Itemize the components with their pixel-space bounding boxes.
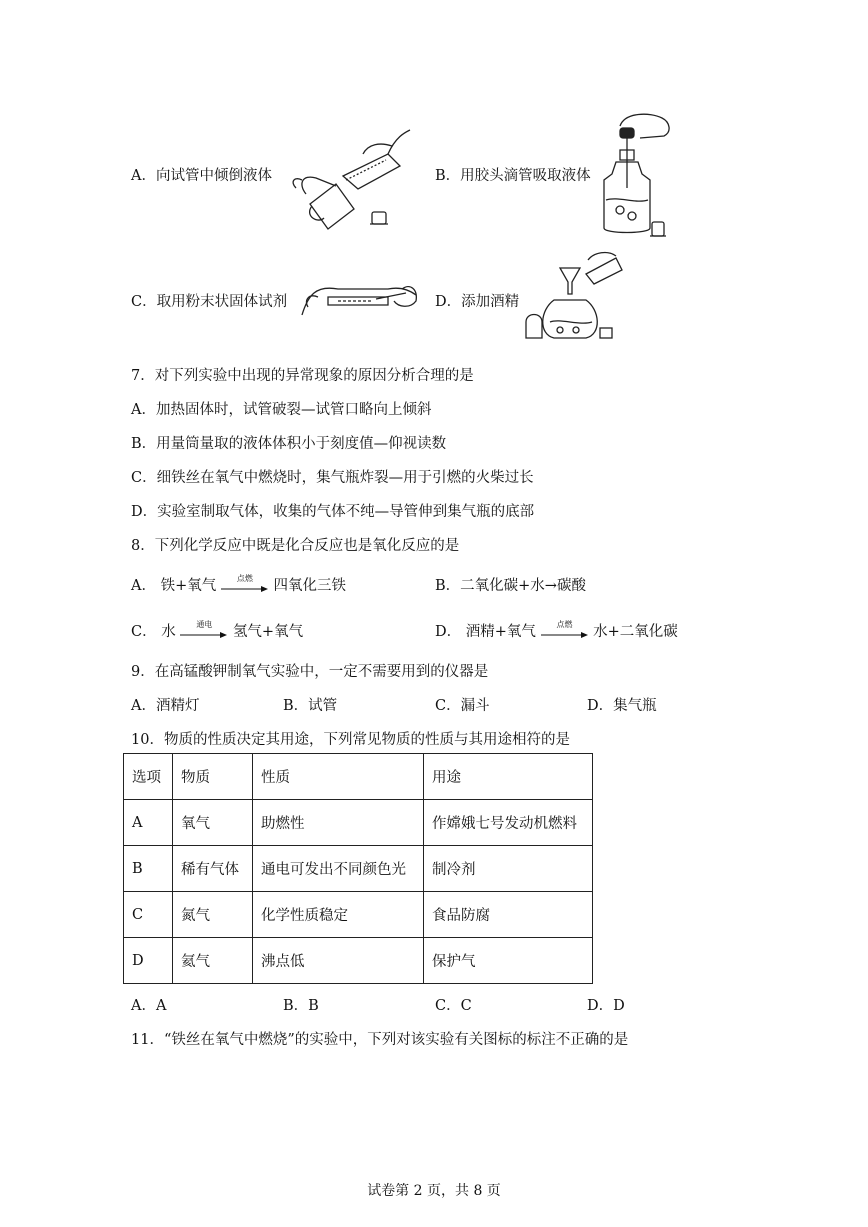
q8-option-d-reactants: D． 酒精+氧气 — [435, 624, 536, 640]
q10-stem: 10．物质的性质决定其用途，下列常见物质的性质与其用途相符的是 — [131, 732, 570, 748]
reaction-condition: 点燃 — [556, 620, 573, 629]
table-cell: D — [124, 938, 173, 984]
table-cell: 沸点低 — [253, 938, 424, 984]
q8-option-d — [435, 620, 678, 642]
dropper-bottle-illustration — [600, 110, 678, 245]
q8-option-d-products: 水+二氧化碳 — [593, 624, 678, 640]
table-cell: 氦气 — [173, 938, 253, 984]
table-header-cell: 性质 — [253, 754, 424, 800]
table-cell: B — [124, 846, 173, 892]
q10-table — [123, 753, 593, 984]
q8-option-c-products: 氢气+氧气 — [232, 624, 304, 640]
table-cell: 稀有气体 — [173, 846, 253, 892]
table-cell: 制冷剂 — [424, 846, 593, 892]
q6-option-c: C．取用粉末状固体试剂 — [131, 294, 288, 310]
powder-spatula-illustration — [298, 275, 420, 319]
q9-stem: 9．在高锰酸钾制氧气实验中，一定不需要用到的仪器是 — [131, 664, 489, 680]
table-row — [124, 800, 593, 846]
table-cell: C — [124, 892, 173, 938]
q8-option-a-products: 四氧化三铁 — [273, 578, 346, 594]
table-cell: 食品防腐 — [424, 892, 593, 938]
table-header-cell: 物质 — [173, 754, 253, 800]
q7-option-c: C．细铁丝在氧气中燃烧时，集气瓶炸裂—用于引燃的火柴过长 — [131, 470, 534, 486]
q10-option-b: B．B — [283, 998, 319, 1014]
q6-option-a: A．向试管中倾倒液体 — [131, 168, 272, 184]
q6-option-b: B．用胶头滴管吸取液体 — [435, 168, 591, 184]
q7-option-b: B．用量筒量取的液体体积小于刻度值—仰视读数 — [131, 436, 447, 452]
table-cell: 助燃性 — [253, 800, 424, 846]
table-cell: 保护气 — [424, 938, 593, 984]
q7-option-d: D．实验室制取气体，收集的气体不纯—导管伸到集气瓶的底部 — [131, 504, 535, 520]
q8-option-b: B．二氧化碳+水→碳酸 — [435, 578, 586, 594]
q11-stem: 11．“铁丝在氧气中燃烧”的实验中，下列对该实验有关图标的标注不正确的是 — [131, 1032, 629, 1048]
table-cell: 氮气 — [173, 892, 253, 938]
reaction-arrow — [541, 622, 589, 642]
page-footer: 试卷第 2 页，共 8 页 — [367, 1183, 501, 1199]
pour-liquid-into-test-tube-illustration — [288, 124, 413, 232]
add-alcohol-to-lamp-illustration — [520, 250, 625, 342]
q8-stem: 8．下列化学反应中既是化合反应也是氧化反应的是 — [131, 538, 460, 554]
table-row — [124, 846, 593, 892]
q8-option-c — [131, 620, 303, 642]
q7-option-a: A．加热固体时，试管破裂—试管口略向上倾斜 — [131, 402, 432, 418]
reaction-condition: 点燃 — [236, 574, 253, 583]
q8-option-a — [131, 574, 346, 596]
q9-option-c: C．漏斗 — [435, 698, 490, 714]
table-header-cell: 用途 — [424, 754, 593, 800]
q8-option-c-reactants: C． 水 — [131, 624, 176, 640]
q9-option-d: D．集气瓶 — [587, 698, 657, 714]
table-header-row — [124, 754, 593, 800]
q6-option-d: D．添加酒精 — [435, 294, 520, 310]
q9-option-b: B．试管 — [283, 698, 338, 714]
table-cell: 通电可发出不同颜色光 — [253, 846, 424, 892]
table-cell: 氧气 — [173, 800, 253, 846]
q9-option-a: A．酒精灯 — [131, 698, 200, 714]
table-cell: 化学性质稳定 — [253, 892, 424, 938]
reaction-arrow — [180, 622, 228, 642]
reaction-arrow — [221, 576, 269, 596]
reaction-condition: 通电 — [196, 620, 213, 629]
q7-stem: 7．对下列实验中出现的异常现象的原因分析合理的是 — [131, 368, 474, 384]
table-header-cell: 选项 — [124, 754, 173, 800]
table-row — [124, 938, 593, 984]
q10-option-a: A．A — [131, 998, 167, 1014]
table-cell: A — [124, 800, 173, 846]
q8-option-a-reactants: A． 铁+氧气 — [131, 578, 217, 594]
table-row — [124, 892, 593, 938]
table-cell: 作嫦娥七号发动机燃料 — [424, 800, 593, 846]
q10-option-c: C．C — [435, 998, 472, 1014]
q10-option-d: D．D — [587, 998, 625, 1014]
